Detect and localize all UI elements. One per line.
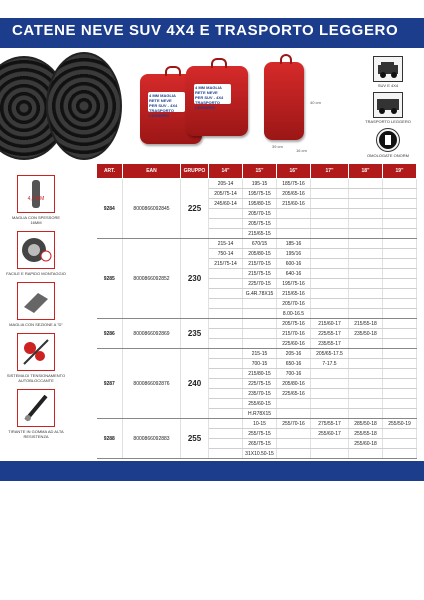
size-cell: 195/16 <box>277 249 311 259</box>
carry-case-image <box>264 62 304 140</box>
size-cell: 225/70-15 <box>243 279 277 289</box>
size-cell <box>311 249 349 259</box>
size-cell <box>349 179 383 189</box>
size-cell <box>209 269 243 279</box>
size-cell <box>383 299 417 309</box>
size-cell <box>383 369 417 379</box>
size-cell <box>311 299 349 309</box>
d-link-icon <box>17 282 55 320</box>
dimension-label: 39 cm <box>272 144 283 149</box>
size-cell <box>383 439 417 449</box>
size-cell <box>383 319 417 329</box>
size-cell <box>209 429 243 439</box>
group-cell: 240 <box>181 349 209 419</box>
size-cell: 245/60-14 <box>209 199 243 209</box>
size-cell <box>383 189 417 199</box>
size-cell <box>349 269 383 279</box>
size-cell <box>311 219 349 229</box>
size-cell <box>311 229 349 239</box>
size-cell: 255/55-18 <box>349 429 383 439</box>
size-cell: 700-15 <box>243 359 277 369</box>
size-cell: 215/80-15 <box>243 369 277 379</box>
column-header: 17" <box>311 164 349 179</box>
art-cell: 9286 <box>97 319 123 349</box>
size-cell: 670/15 <box>243 239 277 249</box>
size-cell: 10-15 <box>243 419 277 429</box>
column-header: EAN <box>123 164 181 179</box>
size-cell <box>277 449 311 459</box>
group-cell: 235 <box>181 319 209 349</box>
size-cell <box>383 329 417 339</box>
size-cell <box>383 219 417 229</box>
size-cell <box>349 209 383 219</box>
size-cell <box>209 439 243 449</box>
size-cell: 255/70-16 <box>277 419 311 429</box>
size-cell <box>311 199 349 209</box>
size-cell <box>277 209 311 219</box>
size-cell <box>311 209 349 219</box>
size-cell: 205/75-16 <box>277 319 311 329</box>
feature-caption: SISTEMA DI TENSIONAMENTO AUTOBLOCCANTE <box>6 373 66 383</box>
size-cell: 185-16 <box>277 239 311 249</box>
category-icons <box>358 56 418 162</box>
size-cell <box>383 179 417 189</box>
size-cell <box>383 209 417 219</box>
size-cell: 255/60-18 <box>349 439 383 449</box>
size-cell: 650-16 <box>277 359 311 369</box>
size-cell <box>311 399 349 409</box>
size-cell: 285/50-18 <box>349 419 383 429</box>
size-cell <box>311 259 349 269</box>
size-cell <box>349 299 383 309</box>
size-cell: 225/60-16 <box>277 339 311 349</box>
size-table <box>96 163 417 459</box>
size-cell: 31X10.50-15 <box>243 449 277 459</box>
size-cell <box>209 329 243 339</box>
size-cell <box>243 299 277 309</box>
size-cell: 700-16 <box>277 369 311 379</box>
size-cell <box>383 249 417 259</box>
ean-cell: 8000866092869 <box>123 319 181 349</box>
size-cell <box>383 389 417 399</box>
size-cell: 235/55-17 <box>311 339 349 349</box>
icon-caption: TRASPORTO LEGGERO <box>365 119 411 124</box>
size-cell <box>383 259 417 269</box>
chain-thickness-icon <box>17 175 55 213</box>
column-header: 18" <box>349 164 383 179</box>
size-cell <box>349 249 383 259</box>
size-cell <box>383 359 417 369</box>
size-cell <box>383 199 417 209</box>
size-cell: 215/60-16 <box>277 199 311 209</box>
size-cell <box>209 409 243 419</box>
table-row <box>97 319 417 329</box>
group-cell: 255 <box>181 419 209 459</box>
size-cell <box>349 379 383 389</box>
icon-caption: OMOLOGATE ONORM <box>367 153 409 158</box>
carry-case-image <box>186 66 248 136</box>
feature-caption: TIRANTE IN GOMMA AD ALTA RESISTENZA <box>8 429 64 439</box>
size-cell: 205-14 <box>209 179 243 189</box>
size-cell <box>311 189 349 199</box>
group-cell: 230 <box>181 239 209 319</box>
size-cell <box>209 389 243 399</box>
size-cell: 215/65-15 <box>243 229 277 239</box>
size-cell <box>209 309 243 319</box>
size-cell: 255/50-19 <box>383 419 417 429</box>
size-cell <box>209 419 243 429</box>
size-cell: 195/80-15 <box>243 199 277 209</box>
column-header: 14" <box>209 164 243 179</box>
size-cell <box>349 259 383 269</box>
size-cell: 235/70-15 <box>243 389 277 399</box>
size-cell: 255/60-17 <box>311 429 349 439</box>
size-cell <box>209 279 243 289</box>
page-title: CATENE NEVE SUV 4X4 E TRASPORTO LEGGERO <box>12 22 399 39</box>
column-header: ART. <box>97 164 123 179</box>
size-cell: 215-15 <box>243 349 277 359</box>
icon-caption: SUV E 4X4 <box>377 83 399 88</box>
size-cell <box>349 219 383 229</box>
tyre-mount-icon <box>17 231 55 269</box>
size-cell: 215/65-16 <box>277 289 311 299</box>
size-cell <box>311 239 349 249</box>
size-cell <box>243 309 277 319</box>
tensioner-rubber-icon <box>17 389 55 427</box>
size-cell: 195/75-15 <box>243 189 277 199</box>
size-cell <box>383 409 417 419</box>
case-label: 4 MM MAGLIA RETE NEVE PER SUV - 4X4 TRASPORTO LEGGERO <box>148 92 185 112</box>
column-header: GRUPPO <box>181 164 209 179</box>
size-cell: 205-16 <box>277 349 311 359</box>
size-cell <box>209 359 243 369</box>
size-cell: 8.00-16.5 <box>277 309 311 319</box>
size-cell: 215-14 <box>209 239 243 249</box>
size-cell <box>383 289 417 299</box>
size-cell <box>349 199 383 209</box>
size-cell <box>383 349 417 359</box>
column-header: 19" <box>383 164 417 179</box>
size-cell <box>243 339 277 349</box>
size-cell: 235/50-18 <box>349 329 383 339</box>
size-cell: 215/70-16 <box>277 329 311 339</box>
size-cell: 205/70-16 <box>277 299 311 309</box>
size-cell <box>209 319 243 329</box>
size-cell <box>277 409 311 419</box>
size-cell <box>383 309 417 319</box>
size-cell <box>349 369 383 379</box>
tension-system-icon <box>17 333 55 371</box>
size-cell: 205/75-15 <box>243 219 277 229</box>
size-cell <box>349 359 383 369</box>
size-cell: 225/65-16 <box>277 389 311 399</box>
ean-cell: 8000866092852 <box>123 239 181 319</box>
size-cell <box>349 389 383 399</box>
size-cell <box>209 399 243 409</box>
size-cell <box>209 219 243 229</box>
feature-caption: MAGLIA CON SEZIONE A "D" <box>9 322 63 327</box>
art-cell: 9287 <box>97 349 123 419</box>
size-cell <box>349 339 383 349</box>
size-cell <box>383 269 417 279</box>
case-label: 4 MM MAGLIA RETE NEVE PER SUV - 4X4 TRASPORTO LEGGERO <box>194 84 231 104</box>
size-cell <box>311 269 349 279</box>
size-cell <box>311 369 349 379</box>
size-cell <box>209 369 243 379</box>
size-cell <box>243 319 277 329</box>
size-cell: 215/60-17 <box>311 319 349 329</box>
size-cell: 215/55-18 <box>349 319 383 329</box>
size-cell <box>383 229 417 239</box>
footer-bar <box>0 461 424 481</box>
size-cell <box>209 299 243 309</box>
size-cell <box>349 309 383 319</box>
size-cell <box>311 309 349 319</box>
size-cell <box>383 429 417 439</box>
size-cell: 640-16 <box>277 269 311 279</box>
size-cell: 225/55-17 <box>311 329 349 339</box>
size-cell: 750-14 <box>209 249 243 259</box>
size-cell <box>383 379 417 389</box>
size-cell <box>311 409 349 419</box>
table-row <box>97 419 417 429</box>
suv-icon <box>373 56 403 82</box>
snow-chain-image <box>46 52 122 160</box>
size-cell: 215/70-15 <box>243 259 277 269</box>
size-cell <box>209 339 243 349</box>
certification-icon <box>376 128 400 152</box>
size-cell: 215/75-14 <box>209 259 243 269</box>
size-cell <box>349 229 383 239</box>
van-icon <box>373 92 403 118</box>
table-row <box>97 179 417 189</box>
title-banner <box>0 18 424 48</box>
size-cell: 205/80-15 <box>243 249 277 259</box>
svg-text:4,5 MM: 4,5 MM <box>27 196 45 202</box>
size-cell: 600-16 <box>277 259 311 269</box>
size-cell <box>277 229 311 239</box>
size-cell <box>349 239 383 249</box>
size-cell: 215/75-15 <box>243 269 277 279</box>
size-cell <box>349 189 383 199</box>
size-cell <box>209 229 243 239</box>
art-cell: 9285 <box>97 239 123 319</box>
size-cell <box>349 449 383 459</box>
size-cell <box>349 399 383 409</box>
size-cell: G.4R.78X15 <box>243 289 277 299</box>
size-cell: 205/75-14 <box>209 189 243 199</box>
size-cell <box>349 349 383 359</box>
size-cell: 195-15 <box>243 179 277 189</box>
ean-cell: 8000866092845 <box>123 179 181 239</box>
size-cell <box>311 179 349 189</box>
size-cell: 225/75-15 <box>243 379 277 389</box>
size-cell <box>349 279 383 289</box>
art-cell: 9288 <box>97 419 123 459</box>
size-cell <box>277 439 311 449</box>
size-cell <box>311 449 349 459</box>
size-cell <box>311 279 349 289</box>
feature-caption: FACILE E RAPIDO MONTAGGIO <box>6 271 66 276</box>
ean-cell: 8000866092883 <box>123 419 181 459</box>
size-cell <box>383 399 417 409</box>
size-cell <box>383 449 417 459</box>
size-cell: 205/65-17.5 <box>311 349 349 359</box>
size-cell <box>209 289 243 299</box>
column-header: 15" <box>243 164 277 179</box>
size-cell <box>277 399 311 409</box>
feature-caption: MAGLIA CON SPESSORE 16MM <box>11 215 60 225</box>
table-header-row <box>97 164 417 179</box>
size-cell: 205/80-16 <box>277 379 311 389</box>
size-cell <box>209 349 243 359</box>
group-cell: 225 <box>181 179 209 239</box>
size-cell: 7-17.5 <box>311 359 349 369</box>
size-cell <box>311 439 349 449</box>
feature-icons <box>6 175 66 445</box>
size-cell <box>277 429 311 439</box>
size-cell: 185/75-16 <box>277 179 311 189</box>
size-cell <box>383 339 417 349</box>
size-cell <box>311 289 349 299</box>
size-cell <box>349 409 383 419</box>
table-row <box>97 239 417 249</box>
size-cell <box>383 239 417 249</box>
dimension-label: 16 cm <box>296 148 307 153</box>
size-cell <box>383 279 417 289</box>
size-cell <box>311 379 349 389</box>
size-cell <box>243 329 277 339</box>
size-cell: 255/60-15 <box>243 399 277 409</box>
column-header: 16" <box>277 164 311 179</box>
size-cell: 265/75-15 <box>243 439 277 449</box>
table-row <box>97 349 417 359</box>
size-cell: 255/75-15 <box>243 429 277 439</box>
size-cell <box>209 449 243 459</box>
ean-cell: 8000866092876 <box>123 349 181 419</box>
size-cell: 205/70-15 <box>243 209 277 219</box>
size-cell <box>349 289 383 299</box>
table-body <box>97 179 417 459</box>
size-cell <box>209 209 243 219</box>
size-cell <box>277 219 311 229</box>
size-cell: 275/55-17 <box>311 419 349 429</box>
dimension-label: 40 cm <box>310 100 321 105</box>
size-cell: 195/75-16 <box>277 279 311 289</box>
size-cell: H.R78X15 <box>243 409 277 419</box>
size-cell <box>209 379 243 389</box>
art-cell: 9284 <box>97 179 123 239</box>
size-cell: 205/65-16 <box>277 189 311 199</box>
size-cell <box>311 389 349 399</box>
